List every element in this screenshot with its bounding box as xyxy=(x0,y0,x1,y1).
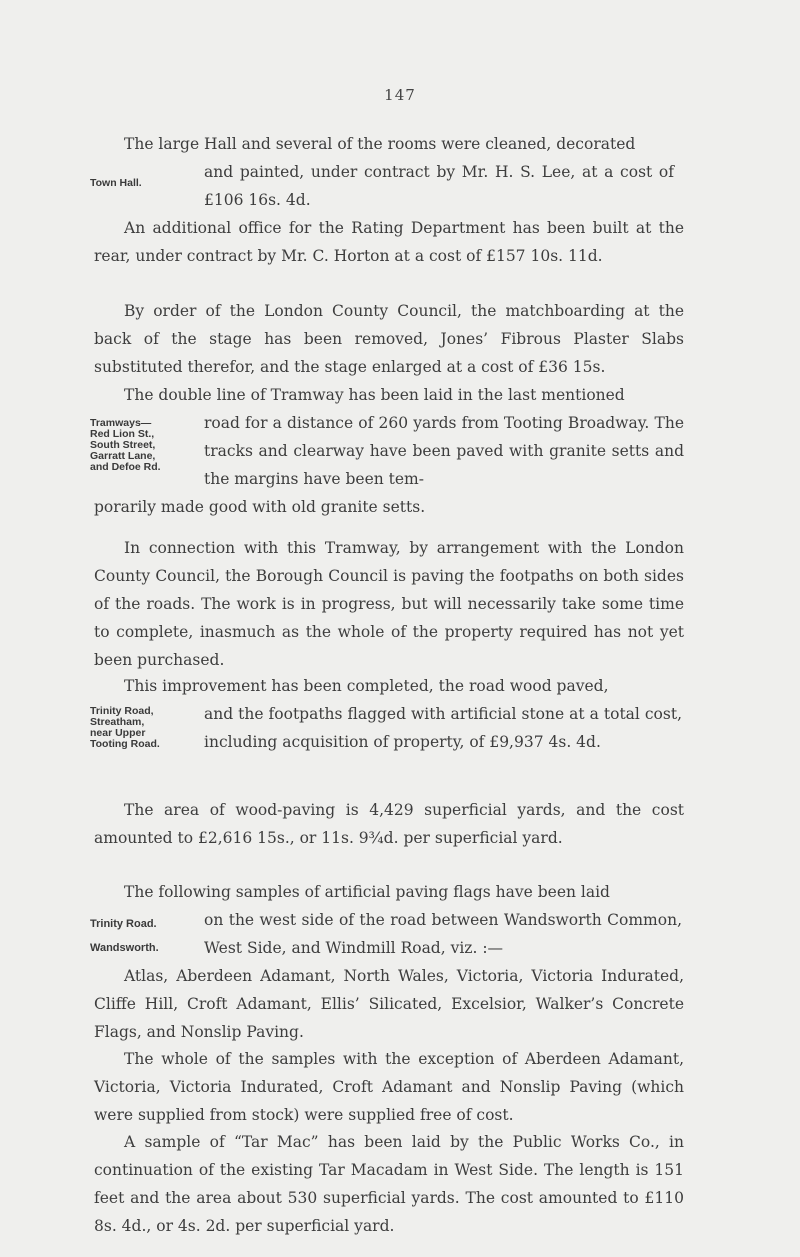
margin-note-line: Streatham, xyxy=(90,716,145,728)
margin-note-line: and Defoe Rd. xyxy=(90,461,161,473)
paragraph-samples-rest: on the west side of the road between Wandsworth Common, West Side, and Windmill Road, viz. :— xyxy=(204,911,682,957)
paragraph-town-hall-rest: and painted, under contract by Mr. H. S. Lee, at a cost of £106 16s. 4d. xyxy=(204,163,674,209)
margin-note-trinity-wandsworth xyxy=(90,912,206,960)
margin-note-line: Trinity Road, xyxy=(90,705,154,717)
page-number: 147 xyxy=(384,86,416,104)
margin-note-trinity-streatham xyxy=(90,706,206,750)
paragraph-wood-paving: The area of wood-paving is 4,429 superficial yards, and the cost amounted to £2,616 15s., or 11s. 9¾d. per superficial yard. xyxy=(94,801,684,847)
paragraph-improvement-first-line: This improvement has been completed, the road wood paved, xyxy=(124,677,609,695)
margin-note-town-hall: Town Hall. xyxy=(90,177,142,189)
paragraph-stage: By order of the London County Council, the matchboarding at the back of the stage has been removed, Jones’ Fibrous Plaster Slabs substituted therefor, and the stage enlarged at a cost of £36 15s. xyxy=(94,302,684,376)
paragraph-free-samples: The whole of the samples with the exception of Aberdeen Adamant, Victoria, Victoria Indurated, Croft Adamant and Nonslip Paving (which were supplied from stock) were supplied free of cost. xyxy=(94,1050,684,1124)
margin-note-line: South Street, xyxy=(90,439,156,451)
paragraph-samples-first-line: The following samples of artificial paving flags have been laid xyxy=(124,883,610,901)
margin-note-tramways xyxy=(90,418,206,473)
paragraph-flag-list: Atlas, Aberdeen Adamant, North Wales, Victoria, Victoria Indurated, Cliffe Hill, Croft Adamant, Ellis’ Silicated, Excelsior, Walker’s Concrete Flags, and Nonslip Paving. xyxy=(94,967,684,1041)
paragraph-tramway-mid: road for a distance of 260 yards from Tooting Broadway. The tracks and clearway have been paved with granite setts and the margins have been tem- xyxy=(204,414,684,488)
margin-note-line: Tooting Road. xyxy=(90,738,160,750)
margin-note-line: Trinity Road. xyxy=(90,918,157,930)
margin-note-line: Garratt Lane, xyxy=(90,450,156,462)
paragraph-footpaths: In connection with this Tramway, by arrangement with the London County Council, the Borough Council is paving the footpaths on both sides of the roads. The work is in progress, but will necessarily take some time to complete, inasmuch as the whole of the property required has not yet been purchased. xyxy=(94,539,684,669)
paragraph-rating-office: An additional office for the Rating Department has been built at the rear, under contract by Mr. C. Horton at a cost of £157 10s. 11d. xyxy=(94,219,684,265)
margin-note-line: Tramways— xyxy=(90,417,152,429)
margin-note-line: Wandsworth. xyxy=(90,942,159,954)
margin-note-line: near Upper xyxy=(90,727,146,739)
paragraph-tramway-last: porarily made good with old granite setts. xyxy=(94,498,426,516)
paragraph-tramway-first-line: The double line of Tramway has been laid in the last mentioned xyxy=(124,386,625,404)
paragraph-town-hall-first-line: The large Hall and several of the rooms were cleaned, decorated xyxy=(124,135,636,153)
paragraph-improvement-rest: and the footpaths flagged with artificial stone at a total cost, including acquisition of property, of £9,937 4s. 4d. xyxy=(204,705,682,751)
paragraph-tar-mac: A sample of “Tar Mac” has been laid by the Public Works Co., in continuation of the existing Tar Macadam in West Side. The length is 151 feet and the area about 530 superficial yards. The cost amounted to £110 8s. 4d., or 4s. 2d. per superficial yard. xyxy=(94,1133,684,1235)
margin-note-line: Red Lion St., xyxy=(90,428,155,440)
